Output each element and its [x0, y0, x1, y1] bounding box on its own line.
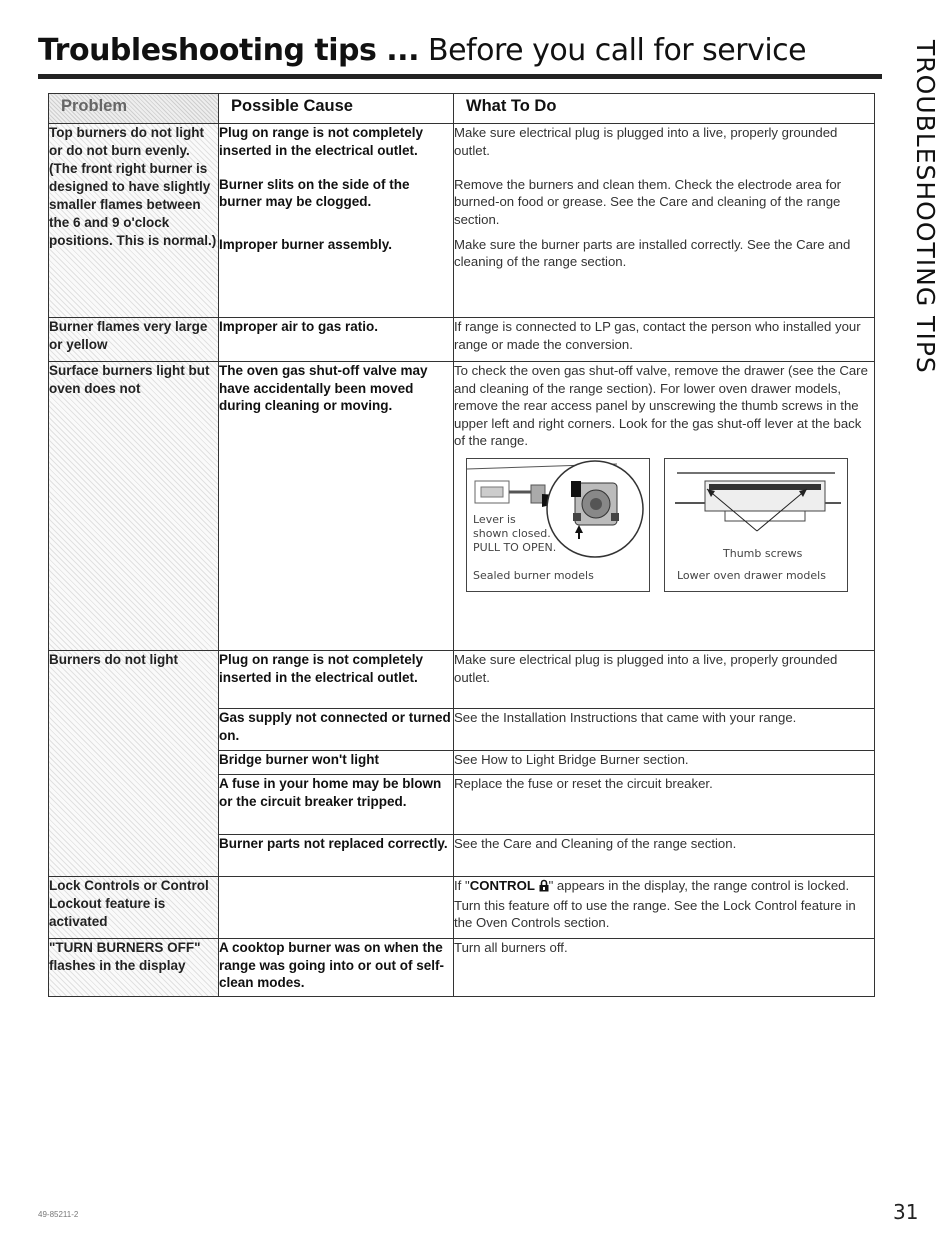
cause-cell: Improper air to gas ratio. — [219, 318, 454, 362]
what-cell: If range is connected to LP gas, contact the person who installed your range or made the conversion. — [454, 318, 875, 362]
problem-cell: Burners do not light — [49, 651, 219, 877]
problem-cell: Surface burners light but oven does not — [49, 362, 219, 651]
sealed-burner-diagram — [466, 458, 650, 592]
drawer-diagram — [664, 458, 848, 592]
what-prefix: If " — [454, 878, 470, 893]
what-cell: See the Installation Instructions that came with your range. — [454, 709, 875, 751]
table-row — [49, 318, 875, 362]
what-cell: Make sure electrical plug is plugged into a live, properly grounded outlet. — [454, 124, 875, 176]
what-cell: Replace the fuse or reset the circuit breaker. — [454, 775, 875, 835]
what-text: To check the oven gas shut-off valve, remove the drawer (see the Care and cleaning of the range section). For lower oven drawer models, remove the rear access panel by unscrewing the thumb screws in the upper left and right corners. Look for the gas shut-off lever at the back of the range. — [454, 363, 868, 448]
table-row — [49, 651, 875, 709]
control-label: CONTROL — [469, 878, 535, 893]
title-rule — [38, 74, 882, 79]
cause-cell: Plug on range is not completely inserted in the electrical outlet. — [219, 124, 454, 176]
drawer-caption: Lower oven drawer models — [677, 569, 826, 582]
cause-cell: Burner parts not replaced correctly. — [219, 835, 454, 877]
what-cell — [454, 877, 875, 939]
what-suffix: " appears in the display, the range control is locked. Turn this feature off to use the range. See the Lock Control feature in the Oven Controls section. — [454, 878, 856, 930]
cause-cell — [219, 877, 454, 939]
thumb-screws-label: Thumb screws — [723, 547, 803, 560]
cause-cell: A cooktop burner was on when the range was going into or out of self-clean modes. — [219, 939, 454, 997]
problem-cell: "TURN BURNERS OFF" flashes in the display — [49, 939, 219, 997]
what-cell: See the Care and Cleaning of the range section. — [454, 835, 875, 877]
cause-cell: Burner slits on the side of the burner may be clogged. — [219, 176, 454, 236]
table-row — [49, 124, 875, 176]
cause-cell: Improper burner assembly. — [219, 236, 454, 318]
lever-label-2: shown closed. — [473, 527, 551, 540]
header-what-to-do: What To Do — [454, 94, 875, 124]
document-number: 49-85211-2 — [38, 1210, 79, 1219]
table-row — [49, 877, 875, 939]
what-cell: Turn all burners off. — [454, 939, 875, 997]
side-tab — [908, 40, 942, 374]
header-problem: Problem — [49, 94, 219, 124]
lever-label-1: Lever is — [473, 513, 516, 526]
cause-cell: Gas supply not connected or turned on. — [219, 709, 454, 751]
cause-cell: The oven gas shut-off valve may have accidentally been moved during cleaning or moving. — [219, 362, 454, 651]
sealed-caption: Sealed burner models — [473, 569, 594, 582]
problem-cell: Top burners do not light or do not burn evenly. (The front right burner is designed to have slightly smaller flames between the 6 and 9 o'clock positions. This is normal.) — [49, 124, 219, 318]
cause-cell: Bridge burner won't light — [219, 751, 454, 775]
problem-cell: Lock Controls or Control Lockout feature is activated — [49, 877, 219, 939]
side-tab-label: TROUBLESHOOTING TIPS — [911, 40, 940, 374]
lock-icon — [539, 879, 549, 897]
table-header-row — [49, 94, 875, 124]
lever-label-3: PULL TO OPEN. — [473, 541, 557, 554]
table-row — [49, 939, 875, 997]
what-cell: See How to Light Bridge Burner section. — [454, 751, 875, 775]
what-cell: Make sure the burner parts are installed correctly. See the Care and cleaning of the range section. — [454, 236, 875, 318]
page-number: 31 — [893, 1200, 919, 1224]
cause-cell: A fuse in your home may be blown or the circuit breaker tripped. — [219, 775, 454, 835]
problem-cell: Burner flames very large or yellow — [49, 318, 219, 362]
title-light: Before you call for service — [428, 33, 807, 68]
cause-cell: Plug on range is not completely inserted in the electrical outlet. — [219, 651, 454, 709]
header-possible-cause: Possible Cause — [219, 94, 454, 124]
page-title — [38, 32, 806, 70]
what-cell: Make sure electrical plug is plugged into a live, properly grounded outlet. — [454, 651, 875, 709]
what-cell: Remove the burners and clean them. Check the electrode area for burned-on food or grease. See the Care and cleaning of the range section. — [454, 176, 875, 236]
title-bold: Troubleshooting tips ... — [38, 33, 419, 68]
